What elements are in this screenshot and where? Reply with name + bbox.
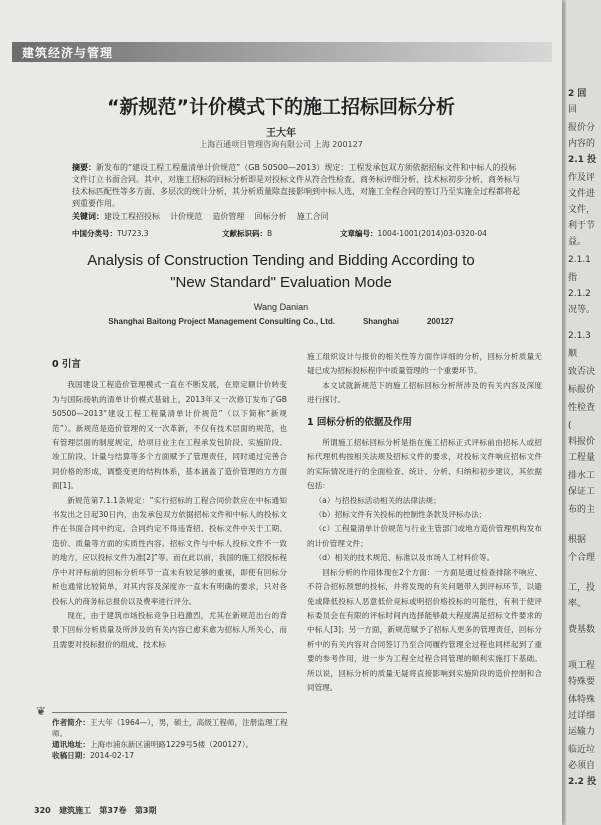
paragraph: 我国建设工程造价管理模式一直在不断发展，在原定额计价转变为与国际接轨的清单计价模式基础上，2013年又一次修订发布了GB 50500—2013“建设工程工程量清单计价规范”（以下简称“新规范”）。新规范是造价管理的又一次革新，不仅有技术层面的规范，也有管理层面的制度规定，给项目业主在工程承发包阶段、实施阶段、竣工阶段、计量与结算等多个方面赋予了管理责任，同时通过完善合同价格的形成，调整变更的结构体系，基本涵盖了造价管理的方方面面[1]。 (52, 380, 287, 491)
next-page-fragment: 料报价 (568, 437, 596, 447)
next-page-fragment: 2.2 投 (568, 777, 597, 787)
next-page-fragment: 2.1.3 (568, 331, 591, 341)
english-title: Analysis of Construction Tending and Bidding According to "New Standard" Evaluation Mode (87, 252, 475, 291)
clc-number: 中国分类号：TU723.3 (72, 229, 149, 238)
paragraph: 所谓施工招标回标分析是指在施工招标正式评标前由招标人或招标代理机构按相关法规及招标文件的要求，对投标文件响应招标文件的实际情况进行的全面检查、统计、分析、归纳和初步建议，其依据包括： (307, 438, 542, 491)
keyword: 施工合同 (296, 212, 329, 221)
next-page-fragment: 保证工 (568, 487, 596, 497)
keywords-line (72, 211, 522, 223)
paragraph: 施工组织设计与报价的相关性等方面作详细的分析，回标分析质量无疑已成为招标投标程序中质量管理的一个重要环节。 (307, 352, 542, 376)
next-page-fragment: 回 (568, 105, 578, 115)
abstract-text: 新发布的“建设工程工程量清单计价规范”（GB 50500—2013）规定：工程发承包双方须依据招标文件和中标人的投标文件订立书面合同。其中，对施工招标的回标分析即是对投标文件从符合性检查、商务标评细分析、技术标初步分析、商务标与技术标匹配性等多方面、多层次的统计分析，其分析质量除直接影响到中标人选，对施工全程合同的签订乃至实施全过程都将起到重要作用。 (72, 163, 520, 208)
abstract (72, 162, 522, 223)
next-page-fragment: ( (568, 421, 572, 431)
received-date: 收稿日期：2014-02-17 (52, 751, 135, 760)
next-page-fragment: 体特殊 (568, 695, 596, 705)
next-page-fragment: 2.1.1 (568, 255, 591, 265)
next-page-fragment: 2.1 投 (568, 155, 597, 165)
next-page-fragment: 布的主 (568, 505, 596, 515)
paragraph: 回标分析的作用体现在2个方面：一方面是通过检查排除不响应、不符合招标预想的投标，并将发现的有关问题带入到评标环节，以避免或降低投标人恶意低价竞标或明招价格投标的可能性，有利于使评标委员会在有限的评标时间内选择能够最大程度满足招标文件要求的中标人[3]；另一方面，新规范赋予了招标人更多的管理责任，回标分析中的有关内容对合同签订乃至合同履约管理全过程也同样起到了重要的参考作用，进一步为工程全过程合同管理的顺利实施打下基础。所以说，回标分析的质量无疑将直接影响到实施阶段的造价控制和合同管理。 (307, 567, 542, 692)
paragraph: 现在，由于建筑市场投标竞争日趋激烈，尤其在新规范出台的背景下回标分析质量及所涉及的有关内容已愈来愈为招标人所关心，而且需要对投标报价的组成、技术标 (52, 610, 287, 649)
next-page-fragment: 内容的 (568, 139, 596, 149)
next-page-fragment: 过详细 (568, 711, 596, 721)
next-page-fragment: 2 回 (568, 89, 587, 99)
footnotes (52, 717, 292, 761)
section-banner-label: 建筑经济与管理 (22, 46, 114, 60)
next-page-fragment: 利于节 (568, 221, 596, 231)
english-author: Wang Danian (253, 302, 309, 312)
english-affiliation: Shanghai Baitong Project Management Consulting Co., Ltd. Shanghai 200127 (108, 317, 454, 326)
author-bio: 作者简介：王大年（1964—），男，硕士，高级工程师，注册监理工程师。 (52, 718, 288, 738)
next-page-fragment: 况等。 (568, 305, 596, 315)
next-page-fragment: 作及评 (568, 173, 596, 183)
author-name: 王大年 (266, 128, 296, 139)
next-page-edge (566, 0, 601, 825)
document-code: 文献标识码：B (222, 229, 273, 238)
next-page-fragment: 费基数 (568, 625, 596, 635)
keyword: 计价规范 (170, 212, 203, 221)
right-column (307, 350, 542, 695)
next-page-fragment: 工程量 (568, 453, 596, 463)
next-page-fragment: 性检查 (568, 403, 596, 413)
journal-name: 建筑施工 (59, 806, 92, 815)
section-heading: 1 回标分析的依据及作用 (307, 416, 412, 428)
page-footer (34, 805, 157, 816)
footnote-rule (52, 712, 287, 713)
next-page-fragment: 根据 (568, 535, 587, 545)
next-page-fragment: 必须自 (568, 761, 596, 771)
next-page-fragment: 致否决 (568, 367, 596, 377)
leaf-ornament-icon: ❦ (36, 704, 47, 718)
next-page-fragment: 文件， (568, 205, 596, 215)
next-page-fragment: 标报价 (568, 385, 596, 395)
section-banner (12, 42, 552, 62)
section-heading: 0 引言 (52, 359, 81, 370)
next-page-fragment: 报价分 (568, 123, 596, 133)
next-page-fragment: 排水工 (568, 471, 596, 481)
next-page-fragment: 顺 (568, 349, 578, 359)
next-page-fragment: 个合理 (568, 553, 596, 563)
next-page-fragment: 临近垃 (568, 745, 596, 755)
next-page-fragment: 2.1.2 (568, 289, 591, 299)
author-affiliation: 上海百通项目管理咨询有限公司 上海 200127 (199, 140, 363, 149)
article-title: “新规范”计价模式下的施工招标回标分析 (107, 96, 455, 118)
left-column (52, 356, 287, 652)
next-page-fragment: 特殊要 (568, 677, 596, 687)
abstract-label: 摘要： (72, 163, 96, 172)
journal-issue: 第3期 (134, 806, 157, 815)
next-page-fragment: 项工程 (568, 661, 596, 671)
keyword: 造价管理 (212, 212, 245, 221)
address: 通讯地址：上海市浦东新区浦明路1229号5楼（200127）。 (52, 740, 254, 749)
next-page-fragment: 指 (568, 273, 578, 283)
journal-volume: 第37卷 (99, 806, 127, 815)
paragraph: 本文试就新规范下的施工招标回标分析所涉及的有关内容及深度进行探讨。 (307, 380, 542, 405)
article-number: 文章编号：1004-1001(2014)03-0320-04 (340, 229, 487, 238)
list-item: （c）工程量清单计价规范与行业主管部门或地方造价管理机构发布的计价管理文件； (307, 524, 542, 548)
next-page-fragment: 运输力 (568, 727, 596, 737)
next-page-fragment: 率。 (568, 599, 587, 609)
keyword: 建设工程招投标 (104, 212, 160, 221)
keywords-label: 关键词： (72, 212, 104, 221)
page-number: 320 (34, 806, 51, 815)
next-page-fragment: 益。 (568, 237, 587, 247)
paragraph: 新规范第7.1.1条规定：“实行招标的工程合同价款应在中标通知书发出之日起30日内，由发承包双方依据招标文件和中标人的投标文件在书面合同中约定。合同约定不得违背招、投标文件中关于工期、造价、质量等方面的实质性内容。招标文件与中标人投标文件不一致的地方，应以投标文件为准[2]”等。而在此以前，我国的施工招投标程序中对评标前的回标分析环节一直未有较足够的重视，即使有回标分析也通常比较简单，对其内容及深度亦一直未有明确的要求，只对各投标人的商务标总报价以及费率进行评分。 (52, 495, 287, 606)
next-page-fragment: 工，投 (568, 583, 596, 593)
keyword: 回标分析 (254, 212, 287, 221)
list-item: （d）相关的技术规范、标准以及市场人工材料价等。 (314, 553, 495, 563)
next-page-fragment: 文件进 (568, 189, 596, 199)
list-item: （b）招标文件有关投标的控制性条款及评标办法； (314, 510, 487, 520)
list-item: （a）与招投标活动相关的法律法规； (314, 495, 441, 505)
